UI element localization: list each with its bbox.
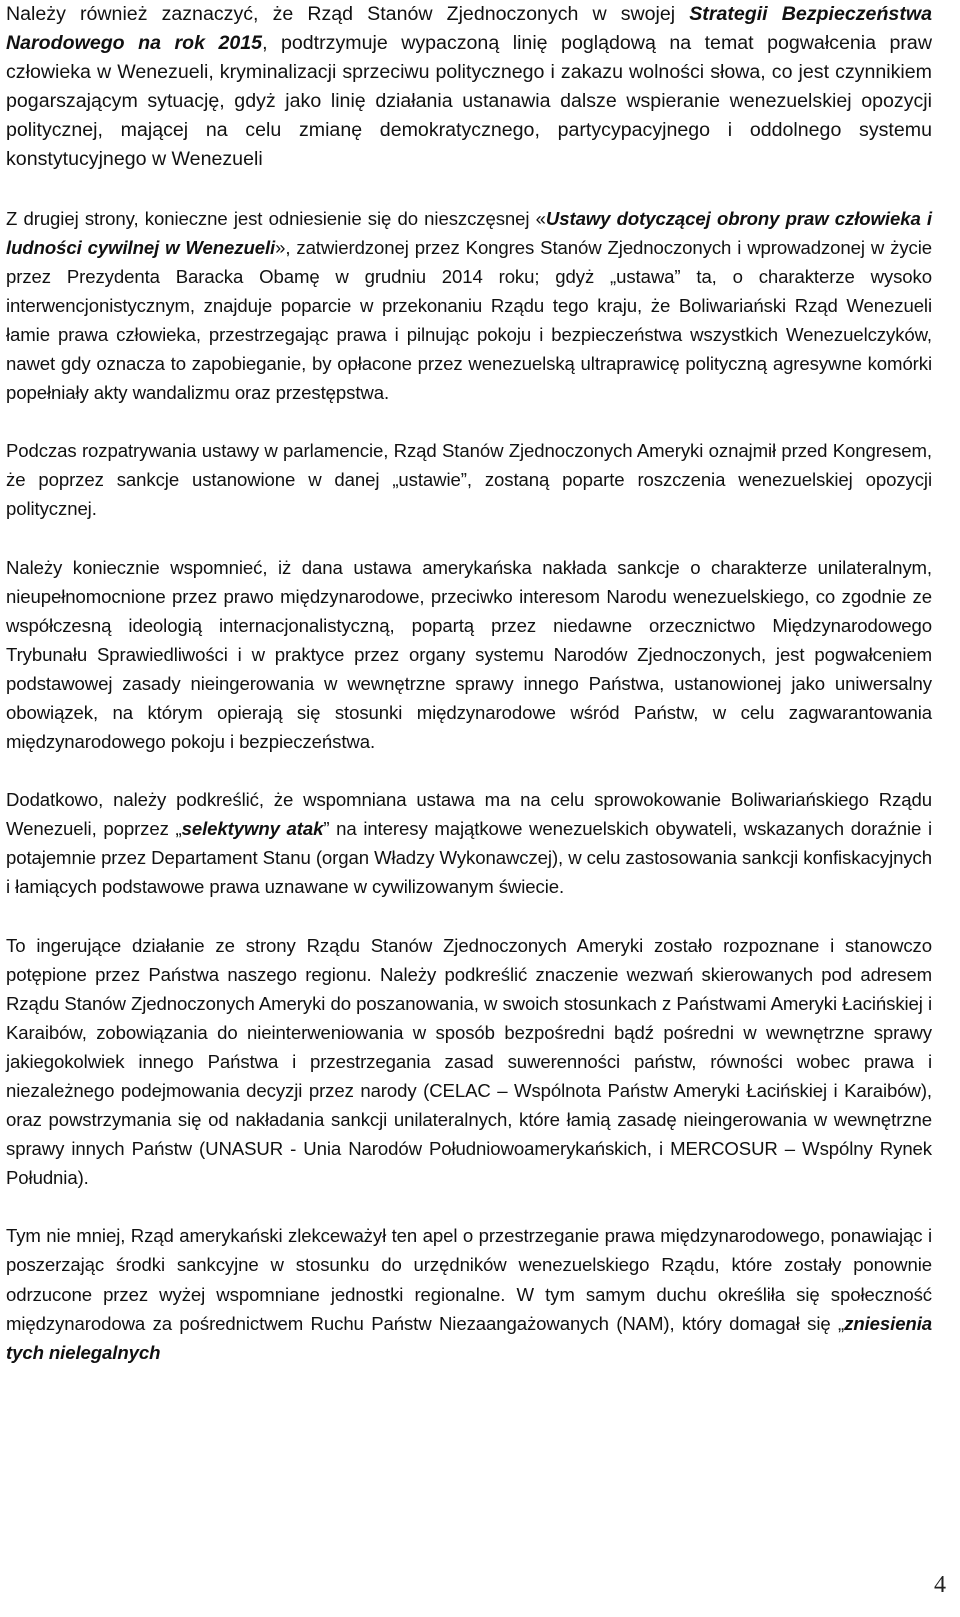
emphasized-text: Strategii Bezpieczeństwa Narodowego na rok 2015 [6,3,932,55]
text-segment: Z drugiej strony, konieczne jest odniesienie się do nieszczęsnej « [6,207,546,229]
emphasized-text: Ustawy dotyczącej obrony praw człowieka i ludności cywilnej w Wenezueli [6,207,932,258]
document-body [6,0,932,1367]
text-segment: ” na interesy majątkowe wenezuelskich obywateli, wskazanych doraźnie i potajemnie przez Departament Stanu (organ Władzy Wykonawczej), w celu zastosowania sankcji konfiskacyjnych i łamiących podstawowe prawa uznawane w cywilizowanym świecie. [6,818,932,898]
text-segment: Podczas rozpatrywania ustawy w parlamencie, Rząd Stanów Zjednoczonych Ameryki oznajmił przed Kongresem, że poprzez sankcje ustanowione w danej „ustawie”, zostaną poparte roszczenia wenezuelskiej opozycji politycznej. [6,440,932,520]
text-segment: , podtrzymuje wypaczoną linię poglądową na temat pogwałcenia praw człowieka w Wenezueli, kryminalizacji sprzeciwu politycznego i zakazu wolności słowa, co jest czynnikiem pogarszającym sytuację, gdyż jako linię działania ustanawia dalsze wspieranie wenezuelskiej opozycji politycznej, mającej na celu zmianę demokratycznego, partycypacyjnego i oddolnego systemu konstytucyjnego w Wenezueli [6,32,932,171]
paragraph-2 [6,204,932,408]
paragraph-3 [6,436,932,523]
paragraph-6 [6,931,932,1193]
text-segment: Należy koniecznie wspomnieć, iż dana ustawa amerykańska nakłada sankcje o charakterze unilateralnym, nieupełnomocnione przez prawo międzynarodowe, przeciwko interesom Narodu wenezuelskiego, co zgodnie ze współczesną ideologią internacjonalistyczną, popartą przez niedawne orzecznictwo Międzynarodowego Trybunału Sprawiedliwości i w praktyce przez organy systemu Narodów Zjednoczonych, jest pogwałceniem podstawowej zasady nieingerowania w wewnętrzne sprawy innego Państwa, ustanowionej jako uniwersalny obowiązek, na którym opierają się stosunki międzynarodowe wśród Państw, w celu zagwarantowania międzynarodowego pokoju i bezpieczeństwa. [6,556,932,753]
page-number: 4 [934,1572,946,1598]
text-segment: Dodatkowo, należy podkreślić, że wspomniana ustawa ma na celu sprowokowanie Boliwariańskiego Rządu Wenezueli, poprzez „ [6,789,932,840]
paragraph-1 [6,0,932,175]
text-segment: Należy również zaznaczyć, że Rząd Stanów Zjednoczonych w swojej [6,3,690,25]
paragraph-7 [6,1221,932,1366]
paragraph-5 [6,785,932,901]
emphasized-text: zniesienia tych nielegalnych [6,1312,932,1363]
paragraph-4 [6,553,932,757]
text-segment: », zatwierdzonej przez Kongres Stanów Zjednoczonych i wprowadzonej w życie przez Prezydenta Baracka Obamę w grudniu 2014 roku; gdyż „ustawa” ta, o charakterze wysoko interwencjonistycznym, znajduje poparcie w przekonaniu Rządu tego kraju, że Boliwariański Rząd Wenezueli łamie prawa człowieka, przestrzegając prawa i pilnując pokoju i bezpieczeństwa wszystkich Wenezuelczyków, nawet gdy oznacza to zapobieganie, by opłacone przez wenezuelską ultraprawicę polityczną agresywne komórki popełniały akty wandalizmu oraz przestępstwa. [6,236,932,404]
text-segment: To ingerujące działanie ze strony Rządu Stanów Zjednoczonych Ameryki zostało rozpoznane i stanowczo potępione przez Państwa naszego regionu. Należy podkreślić znaczenie wezwań skierowanych pod adresem Rządu Stanów Zjednoczonych Ameryki do poszanowania, w swoich stosunkach z Państwami Ameryki Łacińskiej i Karaibów, zobowiązania do nieinterweniowania w sposób bezpośredni bądź pośredni w wewnętrzne sprawy jakiegokolwiek innego Państwa i przestrzegania zasad suwerenności państw, równości wobec prawa i niezależnego podejmowania decyzji przez narody (CELAC – Wspólnota Państw Ameryki Łacińskiej i Karaibów), oraz powstrzymania się od nakładania sankcji unilateralnych, które łamią zasadę nieingerowania w wewnętrzne sprawy innych Państw (UNASUR - Unia Narodów Południowoamerykańskich, i MERCOSUR – Wspólny Rynek Południa). [6,934,932,1189]
emphasized-text: selektywny atak [181,818,324,840]
text-segment: Tym nie mniej, Rząd amerykański zlekceważył ten apel o przestrzeganie prawa międzynarodowego, ponawiając i poszerzając środki sankcyjne w stosunku do urzędników wenezuelskiego Rządu, które zostały ponownie odrzucone przez wyżej wspomniane jednostki regionalne. W tym samym duchu określiła się społeczność międzynarodowa za pośrednictwem Ruchu Państw Niezaangażowanych (NAM), który domagał się „ [6,1225,932,1334]
